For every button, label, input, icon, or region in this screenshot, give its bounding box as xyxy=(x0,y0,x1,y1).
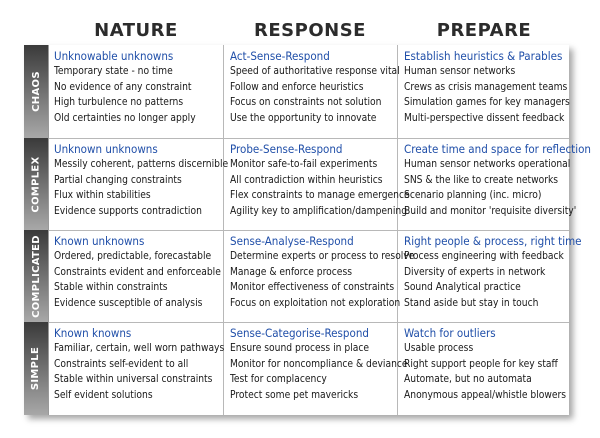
cell-line: Flux within stabilities xyxy=(54,190,151,201)
cell-title: Known knowns xyxy=(54,326,132,340)
domain-row-chaos xyxy=(24,45,569,139)
cell-title: Sense-Categorise-Respond xyxy=(230,326,369,340)
cell-line: Multi-perspective dissent feedback xyxy=(404,112,565,124)
header-prepare: PREPARE xyxy=(436,20,532,41)
cell-line: Focus on exploitation not exploration xyxy=(230,297,401,309)
cell-title: Known unknowns xyxy=(54,234,145,248)
cell-prepare xyxy=(398,322,569,415)
domain-label-bar xyxy=(24,322,49,415)
cell-title: Unknown unknowns xyxy=(54,142,158,156)
cell-line: Stable within constraints xyxy=(54,282,168,293)
cell-line: Manage & enforce process xyxy=(230,266,352,278)
cell-title: Sense-Analyse-Respond xyxy=(230,234,354,248)
cell-line: High turbulence no patterns xyxy=(54,97,184,108)
domain-label-bar xyxy=(24,45,49,138)
cell-line: Build and monitor 'requisite diversity' xyxy=(404,205,577,217)
cell-line: Stand aside but stay in touch xyxy=(404,297,539,309)
cell-line: Familiar, certain, well worn pathways xyxy=(54,343,225,354)
cell-line: Old certainties no longer apply xyxy=(54,112,196,124)
domain-row-complicated xyxy=(24,230,582,323)
cell-prepare xyxy=(398,138,591,230)
cell-line: SNS & the like to create networks xyxy=(404,174,559,186)
cell-line: Messily coherent, patterns discernible xyxy=(54,159,229,170)
cell-response xyxy=(224,322,408,415)
domain-label-bar xyxy=(24,138,49,230)
cell-nature xyxy=(48,230,224,322)
cell-line: Use the opportunity to innovate xyxy=(230,112,377,124)
cell-line: Crews as crisis management teams xyxy=(404,81,568,93)
cell-line: Monitor effectiveness of constraints xyxy=(230,282,395,293)
cell-line: Right support people for key staff xyxy=(404,358,558,370)
cell-title: Establish heuristics & Parables xyxy=(404,49,563,63)
cell-line: Human sensor networks xyxy=(404,66,516,77)
domain-label: CHAOS xyxy=(30,71,42,112)
domain-label: COMPLICATED xyxy=(30,234,42,318)
cell-nature xyxy=(48,138,229,230)
cell-response xyxy=(224,138,410,230)
domain-label: SIMPLE xyxy=(30,346,42,391)
cell-line: Constraints self-evident to all xyxy=(54,358,189,370)
cell-prepare xyxy=(398,230,582,322)
cell-line: Automate, but no automata xyxy=(404,374,532,385)
cell-line: Monitor safe-to-fail experiments xyxy=(230,159,378,170)
cell-line: Flex constraints to manage emergence xyxy=(230,190,410,201)
cell-line: Focus on constraints not solution xyxy=(230,97,382,108)
domain-label-bar xyxy=(24,230,49,322)
cell-line: Process engineering with feedback xyxy=(404,251,564,262)
cell-title: Create time and space for reflection xyxy=(404,142,591,156)
cell-prepare xyxy=(398,45,569,138)
cell-nature xyxy=(48,322,224,415)
cell-title: Unknowable unknowns xyxy=(54,49,174,63)
column-headers xyxy=(0,20,600,42)
cell-line: Diversity of experts in network xyxy=(404,266,546,278)
cell-line: Self evident solutions xyxy=(54,389,153,401)
cell-line: Determine experts or process to resolve xyxy=(230,251,415,262)
cell-line: Sound Analytical practice xyxy=(404,282,521,293)
cell-line: Test for complacency xyxy=(230,374,327,385)
cell-line: Protect some pet mavericks xyxy=(230,389,359,401)
cell-line: Constraints evident and enforceable xyxy=(54,266,221,278)
cell-title: Right people & process, right time xyxy=(404,234,582,248)
cell-line: Temporary state - no time xyxy=(54,66,173,77)
cell-line: Human sensor networks operational xyxy=(404,159,571,170)
cell-line: All contradiction within heuristics xyxy=(230,174,383,186)
cell-title: Act-Sense-Respond xyxy=(230,49,330,63)
cell-line: Partial changing constraints xyxy=(54,174,182,186)
cell-line: Stable within universal constraints xyxy=(54,374,213,385)
cell-line: Ensure sound process in place xyxy=(230,343,370,354)
cell-response xyxy=(224,230,415,322)
domain-row-complex xyxy=(24,138,591,231)
domain-row-simple xyxy=(24,322,569,415)
cell-line: Simulation games for key managers xyxy=(404,97,570,108)
cell-line: No evidence of any constraint xyxy=(54,81,192,93)
cell-line: Evidence susceptible of analysis xyxy=(54,297,203,309)
cell-response xyxy=(224,45,398,138)
cell-nature xyxy=(48,45,224,138)
domain-label: COMPLEX xyxy=(30,155,42,213)
cell-title: Probe-Sense-Respond xyxy=(230,142,343,156)
header-nature: NATURE xyxy=(94,20,178,41)
cell-line: Agility key to amplification/dampening xyxy=(230,205,408,217)
cell-line: Scenario planning (inc. micro) xyxy=(404,190,542,201)
cell-line: Anonymous appeal/whistle blowers xyxy=(404,389,567,401)
cell-line: Monitor for noncompliance & deviance xyxy=(230,358,408,370)
framework-table xyxy=(24,45,591,415)
cell-line: Usable process xyxy=(404,343,474,354)
cell-line: Evidence supports contradiction xyxy=(54,205,202,217)
cell-line: Follow and enforce heuristics xyxy=(230,81,364,93)
cell-title: Watch for outliers xyxy=(404,326,496,340)
cell-line: Ordered, predictable, forecastable xyxy=(54,251,212,262)
cell-line: Speed of authoritative response vital xyxy=(230,66,400,77)
header-response: RESPONSE xyxy=(254,20,366,41)
